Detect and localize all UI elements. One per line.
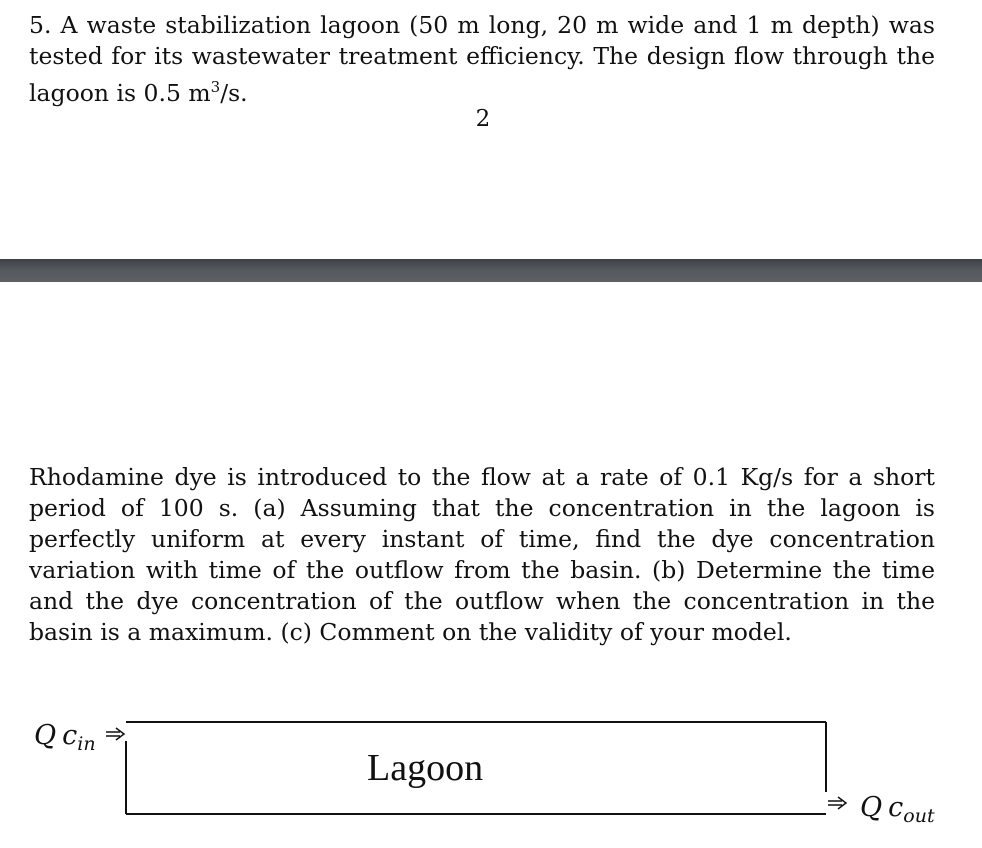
inflow-q: Q xyxy=(34,720,57,751)
outflow-q: Q xyxy=(860,792,883,823)
outflow-c: c xyxy=(888,792,904,823)
inflow-subscript: in xyxy=(77,733,96,755)
outflow-subscript: out xyxy=(903,805,935,827)
lagoon-diagram xyxy=(0,700,982,848)
problem-intro-tail: /s. xyxy=(220,78,248,107)
problem-body: Rhodamine dye is introduced to the flow at a rate of 0.1 Kg/s for a short period of 100 s. (a) Assuming that the concentration in the lagoon is perfectly uniform at every instant of time, find the dye concentration variation with time of the outflow from the basin. (b) Determine the time and the dye concentration of the outflow when the concentration in the basin is a maximum. (c) Comment on the validity of your model. xyxy=(29,463,935,646)
lagoon-label: Lagoon xyxy=(367,747,484,789)
cubic-superscript: 3 xyxy=(210,78,221,96)
inflow-label xyxy=(34,720,96,755)
problem-intro xyxy=(29,10,935,109)
page-number: 2 xyxy=(475,106,491,132)
outflow-label xyxy=(860,792,935,827)
inflow-c: c xyxy=(62,720,78,751)
outflow-arrow-icon xyxy=(828,797,846,809)
problem-intro-text: 5. A waste stabilization lagoon (50 m long, 20 m wide and 1 m depth) was tested for its wastewater treatment efficiency. The design flow through the lagoon is 0.5 m xyxy=(29,11,935,107)
inflow-arrow-icon xyxy=(106,728,124,740)
page-divider xyxy=(0,259,982,282)
lagoon-diagram-lines xyxy=(0,700,982,848)
